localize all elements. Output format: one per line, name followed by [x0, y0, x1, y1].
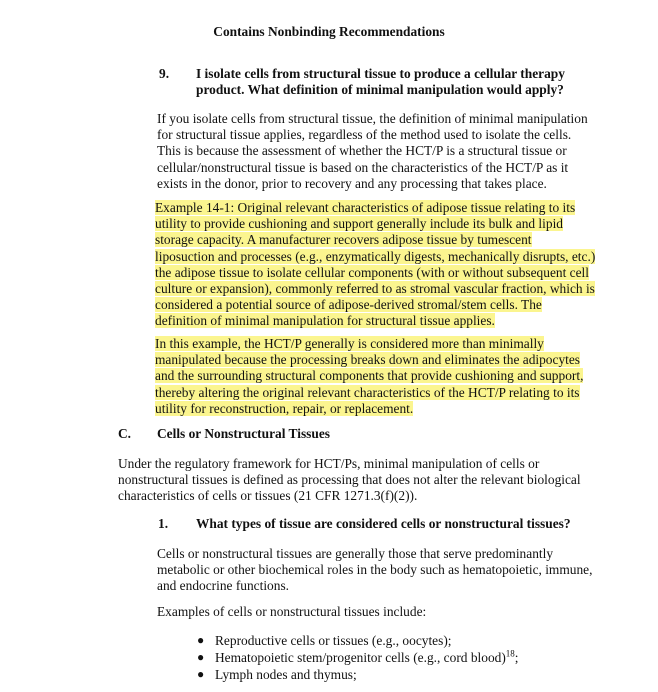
highlighted-text: utility for reconstruction, repair, or replacement. — [155, 400, 414, 416]
list-item-text: Reproductive cells or tissues (e.g., oocytes); — [215, 633, 452, 648]
text-line: Cells or nonstructural tissues are generally those that serve predominantly — [157, 546, 554, 561]
highlighted-text: thereby altering the original relevant characteristics of the HCT/P relating to its — [155, 384, 580, 400]
example-conclusion — [155, 336, 630, 417]
example-block — [155, 200, 630, 330]
text-line: cellular/nonstructural tissue is based on the characteristics of the HCT/P as it — [157, 159, 569, 175]
highlighted-text: considered a potential source of adipose-derived stromal/stem cells. The — [155, 297, 542, 313]
highlighted-text: definition of minimal manipulation for structural tissue applies. — [155, 313, 495, 329]
bullet-icon: ● — [197, 667, 205, 681]
highlighted-text: In this example, the HCT/P generally is considered more than minimally — [155, 336, 544, 351]
highlighted-text: Example 14-1: Original relevant characteristics of adipose tissue relating to its — [155, 200, 576, 215]
text-line: and endocrine functions. — [157, 578, 290, 594]
text-line: This is because the assessment of whether the HCT/P is a structural tissue or — [157, 143, 567, 159]
page-header: Contains Nonbinding Recommendations — [213, 24, 445, 39]
list-item-text: Hematopoietic stem/progenitor cells (e.g., cord blood) — [215, 650, 506, 665]
highlighted-text: and the surrounding structural components that provide cushioning and support, — [155, 368, 584, 384]
question-line: I isolate cells from structural tissue to produce a cellular therapy — [196, 66, 565, 81]
text-line: for structural tissue applies, regardless of the method used to isolate the cells. — [157, 127, 572, 143]
section-letter: C. — [118, 426, 132, 441]
highlighted-text: manipulated because the processing breaks down and eliminates the adipocytes — [155, 352, 581, 368]
examples-list — [197, 632, 627, 683]
list-item — [197, 649, 627, 666]
text-line: exists in the donor, prior to recovery and any processing that takes place. — [157, 175, 547, 191]
list-item-text: Lymph nodes and thymus; — [215, 667, 357, 682]
highlighted-text: liposuction and processes (e.g., enzymatically digests, mechanically disrupts, etc.) — [155, 248, 596, 264]
answer-paragraph — [157, 111, 627, 192]
text-line: nonstructural tissues is defined as processing that does not alter the relevant biological — [118, 472, 581, 488]
footnote-reference[interactable]: 18 — [505, 648, 515, 659]
text-line: characteristics of cells or tissues (21 CFR 1271.3(f)(2)). — [118, 488, 418, 504]
question-heading — [196, 66, 636, 98]
answer-paragraph — [157, 546, 627, 595]
text-line: If you isolate cells from structural tissue, the definition of minimal manipulation — [157, 111, 588, 126]
highlighted-text: culture or expansion), commonly referred to as stromal vascular fraction, which is — [155, 281, 595, 297]
question-heading: What types of tissue are considered cells or nonstructural tissues? — [196, 516, 571, 531]
list-item-punctuation: ; — [514, 650, 519, 665]
highlighted-text: utility to provide cushioning and support generally include its bulk and lipid — [155, 216, 563, 232]
question-number: 1. — [158, 516, 169, 531]
text-line: metabolic or other biochemical roles in the body such as hematopoietic, immune, — [157, 562, 593, 578]
text-line: Under the regulatory framework for HCT/Ps, minimal manipulation of cells or — [118, 456, 540, 471]
section-title: Cells or Nonstructural Tissues — [157, 426, 330, 441]
list-item — [197, 666, 627, 683]
highlighted-text: the adipose tissue to isolate cellular components (with or without subsequent cell — [155, 264, 589, 280]
bullet-icon: ● — [197, 650, 205, 664]
bullet-icon: ● — [197, 633, 205, 647]
highlighted-text: storage capacity. A manufacturer recovers adipose tissue by tumescent — [155, 232, 532, 248]
question-number: 9. — [159, 66, 170, 81]
question-line: product. What definition of minimal manipulation would apply? — [196, 82, 564, 97]
section-paragraph — [118, 456, 628, 505]
list-item — [197, 632, 627, 649]
examples-intro: Examples of cells or nonstructural tissues include: — [157, 604, 427, 619]
